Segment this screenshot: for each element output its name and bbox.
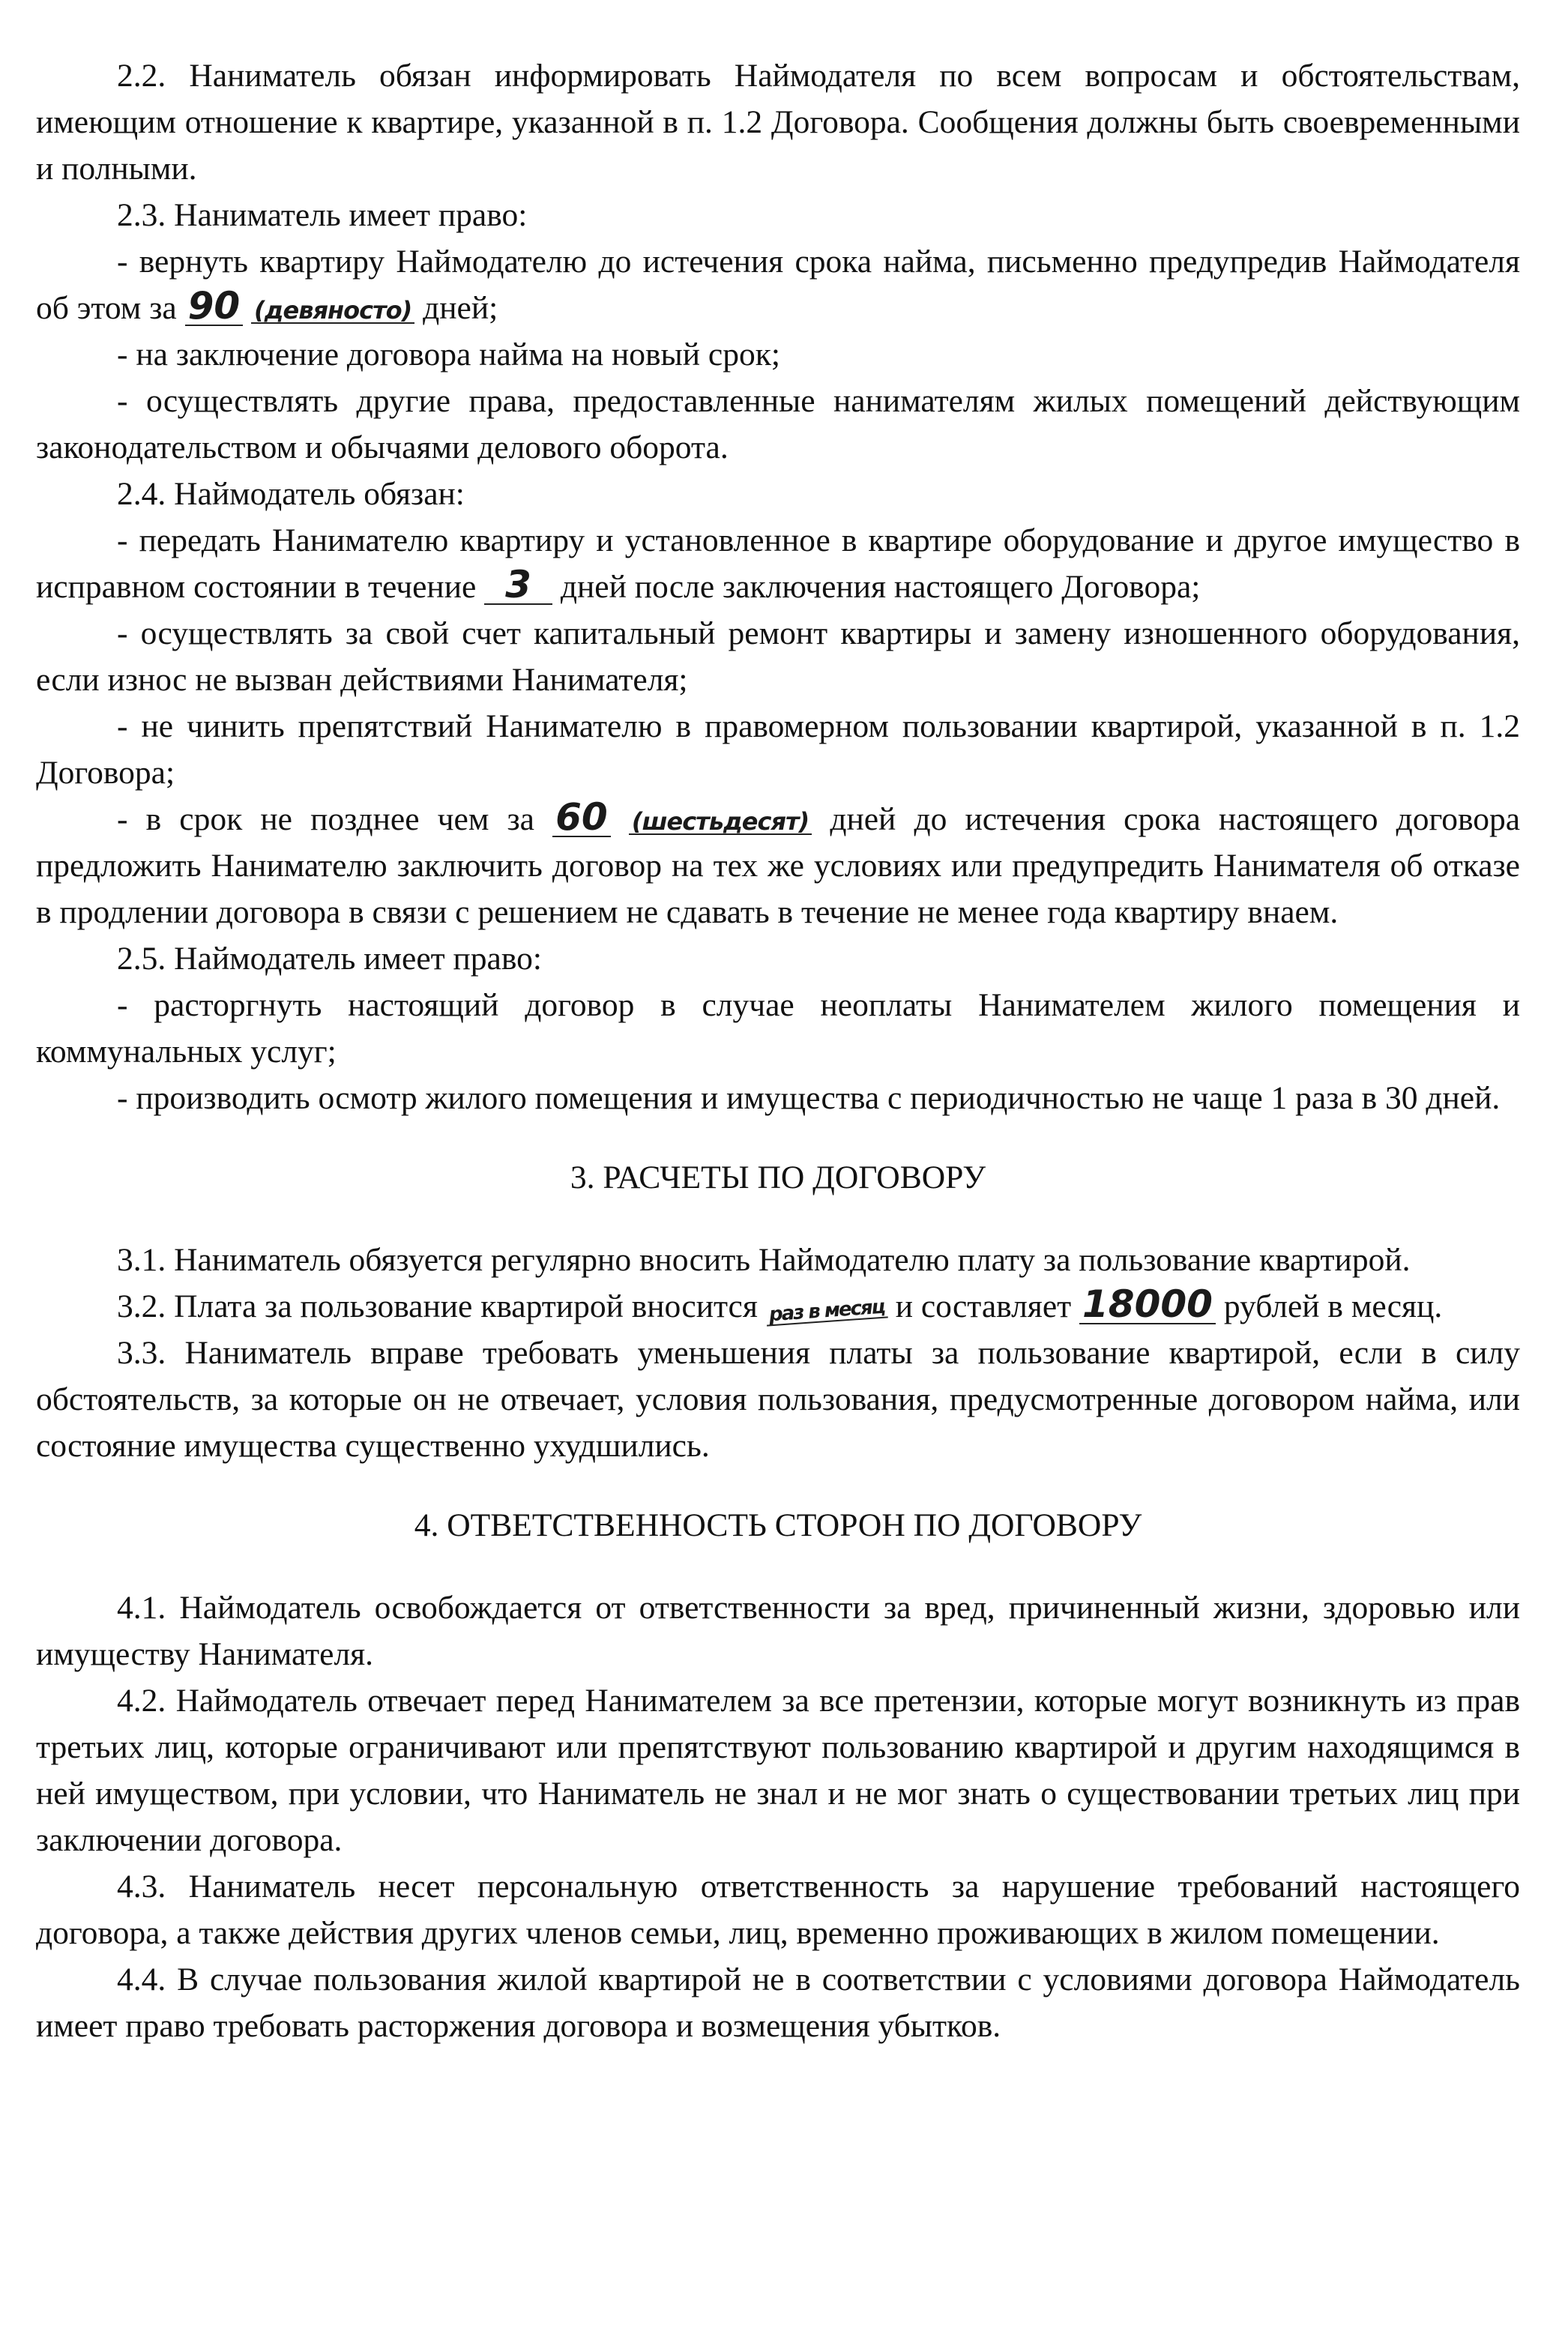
contract-page xyxy=(36,52,1520,2049)
section-4-heading: 4. ОТВЕТСТВЕННОСТЬ СТОРОН ПО ДОГОВОРУ xyxy=(414,1507,1142,1543)
clause-2-4-repair: - осуществлять за свой счет капитальный ремонт квартиры и замену изношенного оборудования, если износ не вызван действиями Нанимателя; xyxy=(36,615,1520,698)
handwritten-days: 90 xyxy=(185,287,244,326)
clause-3-1: 3.1. Наниматель обязуется регулярно вносить Наймодателю плату за пользование квартирой. xyxy=(117,1242,1411,1278)
clause-2-4-notice xyxy=(36,796,1520,935)
clause-4-3: 4.3. Наниматель несет персональную ответственность за нарушение требований настоящего договора, а также действия других членов семьи, лиц, временно проживающих в жилом помещении. xyxy=(36,1869,1520,1951)
clause-2-4-no-obstacles: - не чинить препятствий Нанимателю в правомерном пользовании квартирой, указанной в п. 1.2 Договора; xyxy=(36,708,1520,791)
clause-2-4: 2.4. Наймодатель обязан: xyxy=(117,476,465,512)
clause-2-4-transfer xyxy=(36,517,1520,610)
clause-2-2: 2.2. Наниматель обязан информировать Наймодателя по всем вопросам и обстоятельствам, имеющим отношение к квартире, указанной в п. 1.2 Договора. Сообщения должны быть своевременными и полными. xyxy=(36,58,1520,187)
clause-2-5: 2.5. Наймодатель имеет право: xyxy=(117,941,542,977)
handwritten-days-words: (шестьдесят) xyxy=(629,809,812,835)
clause-text: - в срок не позднее чем за xyxy=(117,801,534,837)
clause-text: дней до истечения срока настоящего договора предложить Нанимателю заключить договор на тех же условиях или предупредить Нанимателя об отказе в продлении договора в связи с решением не сдавать в течение не менее года квартиру внаем. xyxy=(36,801,1521,930)
clause-4-4: 4.4. В случае пользования жилой квартирой не в соответствии с условиями договора Наймодатель имеет право требовать расторжения договора и возмещения убытков. xyxy=(36,1961,1520,2044)
clause-2-5-inspect: - производить осмотр жилого помещения и имущества с периодичностью не чаще 1 раза в 30 дней. xyxy=(117,1080,1501,1116)
handwritten-days: 60 xyxy=(552,798,611,837)
clause-4-2: 4.2. Наймодатель отвечает перед Нанимателем за все претензии, которые могут возникнуть из прав третьих лиц, которые ограничивают или препятствуют пользованию квартирой и другим находящимся в ней имуществом, при условии, что Наниматель не знал и не мог знать о существовании третьих лиц при заключении договора. xyxy=(36,1683,1520,1858)
clause-3-3: 3.3. Наниматель вправе требовать уменьшения платы за пользование квартирой, если в силу обстоятельств, за которые он не отвечает, условия пользования, предусмотренные договором найма, или состояние имущества существенно ухудшились. xyxy=(36,1335,1520,1464)
clause-text: - передать Нанимателю квартиру и установленное в квартире оборудование и другое имущество в исправном состоянии в течение xyxy=(36,522,1520,605)
section-3-heading: 3. РАСЧЕТЫ ПО ДОГОВОРУ xyxy=(570,1160,986,1195)
handwritten-days: 3 xyxy=(484,566,552,605)
clause-text: - вернуть квартиру Наймодателю до истечения срока найма, письменно предупредив Наймодателя об этом за xyxy=(36,244,1520,326)
clause-2-3: 2.3. Наниматель имеет право: xyxy=(117,197,528,233)
handwritten-amount: 18000 xyxy=(1079,1285,1216,1324)
handwritten-days-words: (девяносто) xyxy=(251,298,414,324)
clause-text: дней после заключения настоящего Договора; xyxy=(560,569,1201,605)
clause-2-5-terminate: - расторгнуть настоящий договор в случае неоплаты Нанимателем жилого помещения и коммунальных услуг; xyxy=(36,987,1520,1070)
clause-4-1: 4.1. Наймодатель освобождается от ответственности за вред, причиненный жизни, здоровью или имуществу Нанимателя. xyxy=(36,1590,1520,1672)
clause-text: дней; xyxy=(423,290,498,326)
clause-3-2 xyxy=(36,1283,1520,1330)
clause-2-3-renew: - на заключение договора найма на новый срок; xyxy=(117,337,780,373)
clause-text: рублей в месяц. xyxy=(1223,1288,1443,1324)
handwritten-payment-frequency: раз в месяц xyxy=(765,1297,888,1326)
clause-2-3-other: - осуществлять другие права, предоставленные нанимателям жилых помещений действующим законодательством и обычаями делового оборота. xyxy=(36,383,1520,465)
clause-text: и составляет xyxy=(895,1288,1072,1324)
clause-2-3-return xyxy=(36,238,1520,331)
clause-text: 3.2. Плата за пользование квартирой вносится xyxy=(117,1288,758,1324)
